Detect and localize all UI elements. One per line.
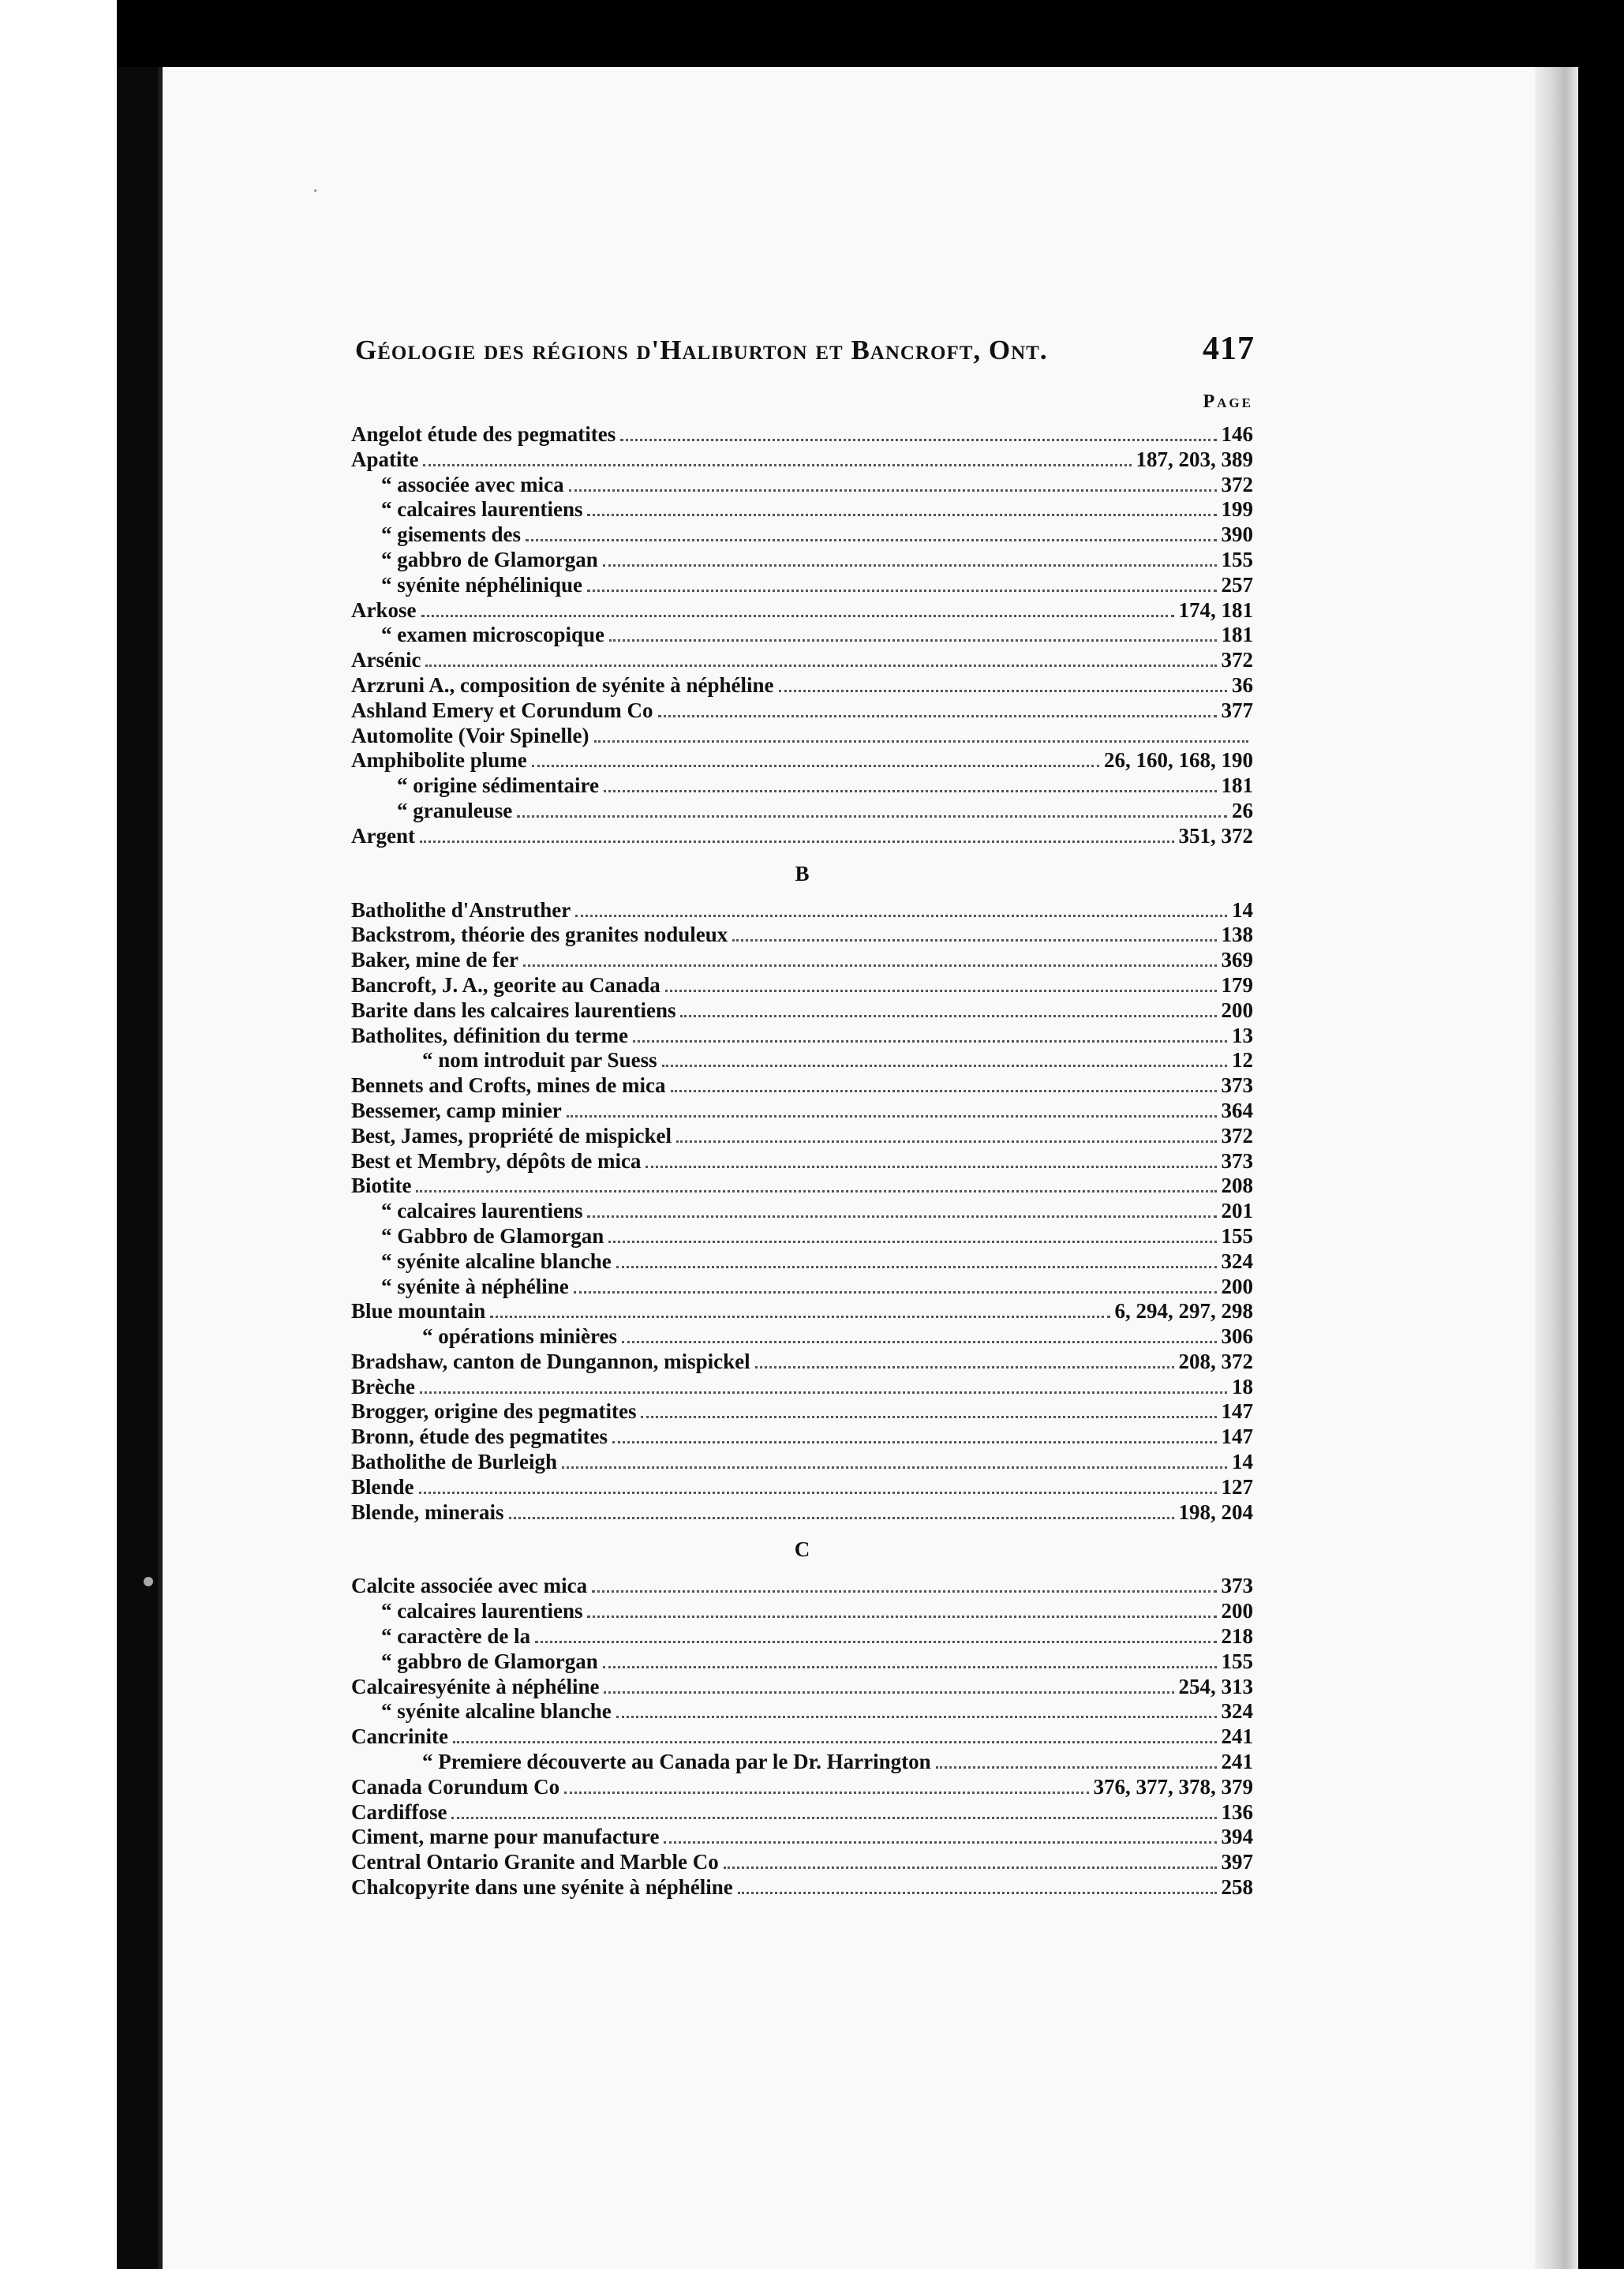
index-entry-term: Bennets and Crofts, mines de mica [351, 1073, 666, 1098]
index-entry [351, 824, 1253, 849]
index-entry-term: Calcairesyénite à néphéline [351, 1674, 600, 1698]
dot-leader [622, 1341, 1217, 1343]
dot-leader [587, 590, 1216, 592]
index-entry-term: Bradshaw, canton de Dungannon, mispickel [351, 1349, 750, 1373]
index-entry [351, 1850, 1253, 1875]
index-entry-pages: 241 [1221, 1724, 1253, 1749]
dot-leader [732, 939, 1216, 942]
index-entry-term: “ caractère de la [381, 1624, 531, 1649]
index-entry-pages: 155 [1221, 1223, 1253, 1248]
dot-leader [620, 439, 1216, 441]
index-entry-pages: 241 [1221, 1750, 1253, 1774]
index-entry-term: Chalcopyrite dans une syénite à néphéline [351, 1875, 733, 1900]
index-entry-pages: 174, 181 [1178, 597, 1253, 622]
dot-leader [664, 1841, 1216, 1844]
index-entry [351, 1174, 1253, 1199]
page-column-label: Page [1203, 391, 1253, 412]
index-entry-pages: 372 [1221, 648, 1253, 672]
index-entry-pages: 254, 313 [1178, 1674, 1253, 1698]
index-entry-term: Bancroft, J. A., georite au Canada [351, 972, 660, 997]
index-entry-pages: 146 [1221, 422, 1253, 446]
index-entry [351, 648, 1253, 673]
dot-leader [608, 1241, 1216, 1243]
book-binding [117, 67, 158, 2269]
section-letter: B [795, 861, 810, 886]
index-entry-pages: 26 [1232, 798, 1253, 822]
index-entry-term: “ Premiere découverte au Canada par le Dr. Harrington [422, 1750, 931, 1774]
index-entry [351, 1149, 1253, 1174]
index-entry-pages: 155 [1221, 547, 1253, 571]
dot-leader [612, 1441, 1216, 1443]
dot-leader [724, 1866, 1217, 1869]
dot-leader [616, 1266, 1217, 1268]
index-entry-term: Blende [351, 1474, 414, 1499]
index-entry [351, 1724, 1253, 1750]
index-entry-term: Arkose [351, 597, 417, 622]
index-entry-term: Blende, minerais [351, 1500, 504, 1524]
index-entry-pages: 324 [1221, 1699, 1253, 1724]
dot-leader [755, 1366, 1174, 1369]
index-entry [351, 623, 1253, 648]
dot-leader [676, 1140, 1217, 1143]
index-entry-term: “ gabbro de Glamorgan [381, 547, 598, 571]
dot-leader [419, 1492, 1217, 1494]
index-entry-term: “ associée avec mica [381, 472, 564, 496]
index-entry [351, 973, 1253, 998]
index-entry [351, 698, 1253, 724]
index-entry [351, 1624, 1253, 1649]
dot-leader [665, 990, 1217, 992]
index-entry [351, 1099, 1253, 1124]
index-entry-term: Brogger, origine des pegmatites [351, 1399, 637, 1424]
index-entry-pages: 376, 377, 378, 379 [1093, 1774, 1253, 1799]
index-entry-pages: 138 [1221, 923, 1253, 947]
dot-leader [425, 665, 1216, 667]
index-entry-term: Biotite [351, 1174, 412, 1198]
index-entry-pages: 351, 372 [1178, 823, 1253, 848]
index-entry-pages: 18 [1232, 1374, 1253, 1398]
dot-leader [575, 915, 1227, 917]
index-entry [351, 1875, 1253, 1900]
index-entry-term: “ nom introduit par Suess [422, 1048, 657, 1073]
index-entry-term: Ciment, marne pour manufacture [351, 1825, 660, 1849]
index-entry-pages: 373 [1221, 1574, 1253, 1598]
index-entry-term: “ syénite néphélinique [381, 572, 583, 597]
index-entry-pages: 200 [1221, 1599, 1253, 1623]
dot-leader [517, 815, 1227, 818]
index-entry [351, 998, 1253, 1024]
index-entry-pages: 377 [1221, 698, 1253, 722]
index-entry-term: “ calcaires laurentiens [381, 1199, 583, 1223]
index-entry-term: Batholites, définition du terme [351, 1023, 628, 1047]
index-entry-term: “ syénite alcaline blanche [381, 1699, 612, 1724]
index-entry [351, 1475, 1253, 1500]
dot-leader [662, 1065, 1227, 1067]
index-entry-term: “ origine sédimentaire [397, 773, 599, 798]
scan-border [1578, 0, 1624, 2269]
dot-leader [420, 841, 1174, 843]
running-header-title: Géologie des régions d'Haliburton et Bancroft, Ont. [355, 335, 1048, 365]
index-entry-term: Batholithe d'Anstruther [351, 897, 571, 922]
index-entry-pages: 200 [1221, 1274, 1253, 1298]
index-entry-pages: 372 [1221, 472, 1253, 496]
index-entry [351, 1224, 1253, 1249]
index-entry-pages: 136 [1221, 1799, 1253, 1824]
index-entry-pages: 369 [1221, 948, 1253, 972]
index-entry-term: Arzruni A., composition de syénite à néphéline [351, 672, 774, 697]
index-entry [351, 447, 1253, 473]
index-entry [351, 1199, 1253, 1224]
dot-leader [562, 1466, 1227, 1469]
index-entry-pages: 208 [1221, 1174, 1253, 1198]
scan-speck [144, 1577, 153, 1586]
index-entry [351, 1825, 1253, 1850]
dot-leader [658, 715, 1217, 717]
index-entry-pages: 257 [1221, 572, 1253, 597]
dot-leader [567, 1115, 1217, 1118]
dot-leader [609, 639, 1217, 642]
index-entry [351, 948, 1253, 973]
dot-leader [592, 1590, 1216, 1593]
index-entry-term: Cardiffose [351, 1799, 447, 1824]
index-entry-pages: 199 [1221, 497, 1253, 522]
index-entry-term: Central Ontario Granite and Marble Co [351, 1850, 719, 1874]
dot-leader [569, 489, 1217, 492]
index-entry-term: “ calcaires laurentiens [381, 1599, 583, 1623]
index-entry-pages: 26, 160, 168, 190 [1104, 748, 1253, 773]
index-entry-term: Blue mountain [351, 1299, 486, 1324]
dot-leader [604, 1691, 1173, 1694]
index-entry-term: “ gisements des [381, 522, 521, 547]
index-entry [351, 1649, 1253, 1675]
index-entry-term: Calcite associée avec mica [351, 1574, 588, 1598]
index-entry [351, 1073, 1253, 1099]
index-entry [351, 1024, 1253, 1049]
dot-leader [779, 690, 1227, 692]
index-entry [351, 573, 1253, 598]
index-entry [351, 1800, 1253, 1825]
dot-leader [604, 790, 1217, 792]
index-entry-term: Best, James, propriété de mispickel [351, 1123, 672, 1148]
dot-leader [671, 1090, 1217, 1092]
section-letter: C [794, 1537, 810, 1562]
index-entry [351, 1675, 1253, 1700]
index-entry [351, 1699, 1253, 1724]
index-entry-term: Brèche [351, 1374, 415, 1398]
dot-leader [738, 1892, 1217, 1894]
index-entry-pages: 364 [1221, 1098, 1253, 1122]
index-entry-pages: 218 [1221, 1624, 1253, 1649]
index-entry-term: Angelot étude des pegmatites [351, 422, 616, 446]
index-entry-pages: 147 [1221, 1425, 1253, 1449]
index-entry-pages: 14 [1232, 897, 1253, 922]
dot-leader [564, 1792, 1088, 1794]
index-entry [351, 1124, 1253, 1149]
dot-leader [423, 464, 1131, 466]
index-entry-pages: 373 [1221, 1073, 1253, 1098]
index-entry [351, 1574, 1253, 1599]
index-entry-pages: 13 [1232, 1023, 1253, 1047]
dot-leader [603, 564, 1217, 567]
index-entry [351, 473, 1253, 498]
index-entry-pages: 258 [1221, 1875, 1253, 1900]
index-entry [351, 522, 1253, 548]
dot-leader [535, 1641, 1216, 1643]
index-entry-term: Amphibolite plume [351, 748, 527, 773]
dot-leader [421, 615, 1174, 617]
dot-leader [587, 1215, 1216, 1218]
index-entry [351, 898, 1253, 923]
index-entry-term: Bronn, étude des pegmatites [351, 1425, 608, 1449]
index-entry [351, 1450, 1253, 1475]
index-entry-term: “ calcaires laurentiens [381, 497, 583, 522]
index-entry-pages: 208, 372 [1178, 1349, 1253, 1373]
index-entry-pages: 155 [1221, 1649, 1253, 1673]
index-entry-term: Backstrom, théorie des granites noduleux [351, 923, 728, 947]
index-entry [351, 497, 1253, 522]
index-entry [351, 422, 1253, 447]
index-entry-term: Batholithe de Burleigh [351, 1450, 558, 1474]
index-entry-pages: 36 [1232, 672, 1253, 697]
dot-leader [587, 1616, 1216, 1618]
index-entry-pages: 198, 204 [1178, 1500, 1253, 1524]
index-entry-term: “ syénite alcaline blanche [381, 1249, 612, 1273]
index-entry [351, 1375, 1253, 1400]
dot-leader [509, 1517, 1174, 1519]
index-entry [351, 1399, 1253, 1425]
index-entry-pages: 200 [1221, 998, 1253, 1022]
index-entry-pages: 306 [1221, 1324, 1253, 1349]
index-entry [351, 1775, 1253, 1800]
index-entry-pages: 12 [1232, 1048, 1253, 1073]
index-entry-term: “ examen microscopique [381, 623, 604, 647]
index-entry [351, 1750, 1253, 1775]
index-entry-term: “ Gabbro de Glamorgan [381, 1223, 604, 1248]
page-number: 417 [1203, 331, 1255, 367]
index-entry-pages: 397 [1221, 1850, 1253, 1874]
index-entry-pages: 147 [1221, 1399, 1253, 1424]
dot-leader [574, 1291, 1217, 1294]
index-entry [351, 1299, 1253, 1324]
index-entry [351, 598, 1253, 623]
scan-speck [314, 189, 316, 192]
index-entry-term: Bessemer, camp minier [351, 1098, 562, 1122]
index-entry-pages: 372 [1221, 1123, 1253, 1148]
index-entry-term: Barite dans les calcaires laurentiens [351, 998, 676, 1022]
index-entry [351, 724, 1253, 749]
index-entry [351, 1350, 1253, 1375]
index-entry-term: Argent [351, 823, 415, 848]
index-entry [351, 548, 1253, 573]
dot-leader [453, 1741, 1217, 1743]
index-entry-pages: 324 [1221, 1249, 1253, 1273]
index-entry-pages: 179 [1221, 972, 1253, 997]
index-entry [351, 773, 1253, 799]
index-entry [351, 1324, 1253, 1350]
dot-leader [523, 964, 1217, 967]
index-entry-term: “ granuleuse [397, 798, 513, 822]
index-entry-term: “ gabbro de Glamorgan [381, 1649, 598, 1673]
dot-leader [645, 1166, 1216, 1168]
dot-leader [603, 1666, 1217, 1668]
dot-leader [490, 1316, 1109, 1318]
index-entry-term: Ashland Emery et Corundum Co [351, 698, 653, 722]
facing-page-edge [0, 0, 117, 2269]
index-entry-pages: 390 [1221, 522, 1253, 547]
dot-leader [526, 539, 1217, 541]
index-entry-term: Best et Membry, dépôts de mica [351, 1148, 642, 1173]
dot-leader [616, 1716, 1217, 1718]
index-entry-term: Cancrinite [351, 1724, 448, 1749]
running-header [355, 330, 1255, 369]
index-entry [351, 1500, 1253, 1526]
dot-leader [936, 1766, 1217, 1769]
index-entry-term: Baker, mine de fer [351, 948, 518, 972]
dot-leader [594, 740, 1249, 743]
index-entry-term: Arsénic [351, 648, 421, 672]
index-entry [351, 673, 1253, 698]
index-entry [351, 1425, 1253, 1450]
index-entry [351, 748, 1253, 773]
index-entry-term: Apatite [351, 447, 419, 471]
index-entry-term: “ opérations minières [422, 1324, 617, 1349]
dot-leader [641, 1416, 1216, 1418]
dot-leader [587, 514, 1216, 516]
index-entry [351, 1599, 1253, 1624]
dot-leader [420, 1391, 1227, 1394]
index-entry-pages: 373 [1221, 1148, 1253, 1173]
index-entry-pages: 181 [1221, 773, 1253, 798]
index-entry-term: “ syénite à néphéline [381, 1274, 569, 1298]
dot-leader [633, 1040, 1227, 1043]
page-edge-stack [1535, 67, 1578, 2269]
index-entry-pages: 201 [1221, 1199, 1253, 1223]
index-entry-term: Canada Corundum Co [351, 1774, 560, 1799]
index-entry [351, 1048, 1253, 1073]
index-list [351, 422, 1253, 1900]
index-entry-term: Automolite (Voir Spinelle) [351, 723, 589, 747]
index-entry-pages: 14 [1232, 1450, 1253, 1474]
index-entry-pages: 187, 203, 389 [1136, 447, 1253, 471]
dot-leader [532, 765, 1099, 767]
dot-leader [680, 1015, 1216, 1017]
index-entry [351, 1275, 1253, 1300]
dot-leader [416, 1190, 1216, 1193]
index-entry-pages: 6, 294, 297, 298 [1114, 1299, 1253, 1324]
index-entry-pages: 127 [1221, 1474, 1253, 1499]
index-entry [351, 799, 1253, 824]
dot-leader [451, 1817, 1216, 1819]
index-entry-pages: 181 [1221, 623, 1253, 647]
index-entry-pages: 394 [1221, 1825, 1253, 1849]
index-entry [351, 923, 1253, 948]
index-entry [351, 1249, 1253, 1275]
